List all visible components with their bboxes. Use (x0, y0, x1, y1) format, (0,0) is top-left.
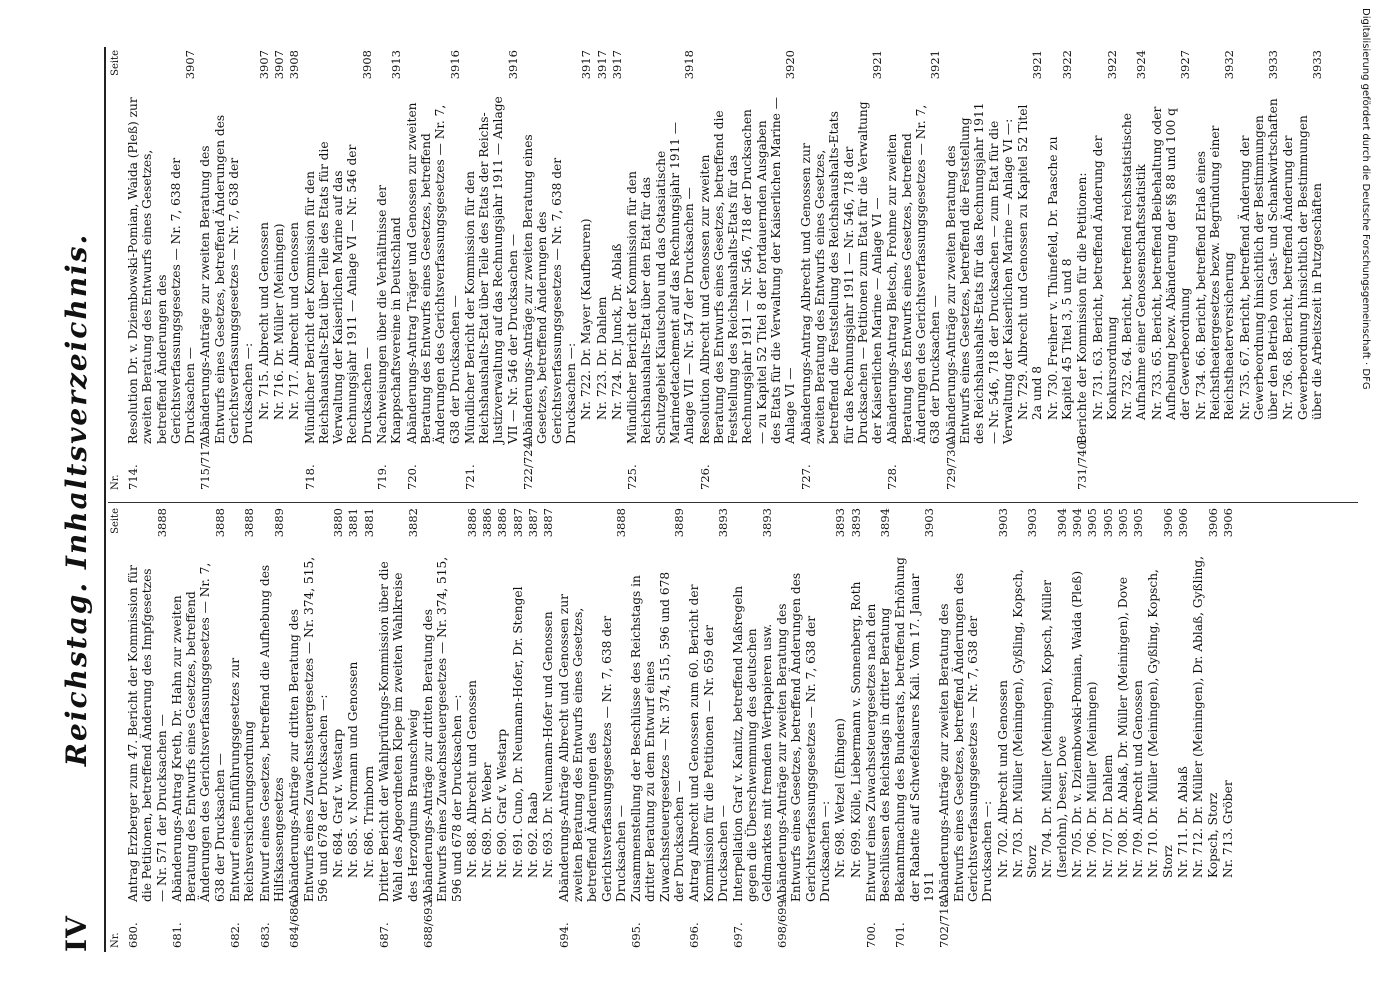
entry-page: 3888 (154, 508, 169, 538)
entry-number: 731/740. (1075, 438, 1090, 490)
index-entry (610, 50, 624, 490)
index-entry (698, 50, 798, 490)
index-entry (287, 50, 301, 490)
entry-page: 3886 (480, 508, 495, 538)
entry-page: 3906 (1205, 508, 1220, 538)
index-entry (1116, 508, 1130, 948)
index-entry (1101, 508, 1115, 948)
entry-page: 3922 (1104, 50, 1119, 80)
entry-page: 3887 (526, 508, 541, 538)
entry-page: 3918 (682, 50, 697, 80)
entry-number: 715/717. (198, 438, 213, 490)
entry-text: Resolution Dr. v. Dziembowski-Pomian, Waida (Pleß) zur zweiten Beratung des Entwurfs eines Gesetzes, betreffend Änderungen des Gerichtsverfassungsgesetzes — Nr. 7, 638 der Drucksachen — (126, 97, 198, 444)
entry-page: 3933 (1266, 50, 1281, 80)
index-entry (480, 508, 494, 948)
index-entry (996, 508, 1010, 948)
entry-page: 3886 (464, 508, 479, 538)
index-entry (346, 508, 360, 948)
entry-text: Entwurf eines Einführungsgesetzes zur Reichsversicherungsordnung (228, 657, 257, 902)
entry-page: 3903 (995, 508, 1010, 538)
entry-text: Nr. 692. Raab (526, 792, 541, 878)
entry-page: 3905 (1100, 508, 1115, 538)
index-entry (541, 508, 555, 948)
entry-number: 683. (257, 922, 272, 948)
nr-label: Nr. (110, 474, 121, 490)
index-entry (303, 50, 374, 490)
entry-text: Entwurf eines Zuwachssteuergesetzes nach den Beschlüssen des Reichstags in dritter Beratung (863, 603, 893, 902)
entry-page: 3927 (1178, 50, 1193, 80)
entry-text: Nr. 716. Dr. Müller (Meiningen) (271, 223, 286, 420)
entry-number: 698/699. (775, 896, 790, 948)
entry-number: 702/718. (937, 896, 952, 948)
entry-page: 3888 (613, 508, 628, 538)
entry-text: Nr. 685. v. Normann und Genossen (346, 661, 361, 878)
entry-text: Nr. 717. Albrecht und Genossen (287, 222, 302, 420)
entry-text: Interpellation Graf v. Kanitz, betreffend Maßregeln gegen die Überschwemmung des deutschen Geldmarktes mit fremden Wertpapieren usw. (731, 585, 774, 902)
index-entry (1016, 50, 1045, 490)
seite-label: Seite (110, 508, 121, 534)
entry-text: Nr. 708. Dr. Ablaß, Dr. Müller (Meiningen), Dove (1115, 576, 1130, 878)
entry-page: 3881 (361, 508, 376, 538)
seite-label: Seite (110, 50, 121, 76)
entry-page: 3904 (1054, 508, 1069, 538)
column-divider (108, 502, 1358, 503)
entry-text: Nr. 734. 66. Bericht, betreffend Erlaß eines Reichstheatergesetzes bezw. Begründung einer Reichstheaterversicherung (1193, 125, 1237, 420)
entry-text: Nr. 691. Cuno, Dr. Neumann-Hofer, Dr. Stengel (510, 586, 525, 878)
entry-text: Nr. 722. Dr. Mayer (Kaufbeuren) (579, 218, 594, 420)
index-entry (1011, 508, 1040, 948)
index-entry (1085, 508, 1099, 948)
page-header (54, 47, 100, 952)
entry-text: Bekanntmachung des Bundesrats, betreffend Erhöhung der Rabatte auf Schwefelsaures Kali. Vom 17. Januar 1911 (893, 557, 937, 902)
entry-page: 3916 (505, 50, 520, 80)
entry-text: Nr. 723. Dr. Dahlem (594, 296, 609, 420)
left-column-head (110, 508, 126, 948)
index-entry (1221, 508, 1235, 948)
entry-page: 3903 (922, 508, 937, 538)
entry-number: 725. (625, 464, 640, 490)
entry-page: 3893 (833, 508, 848, 538)
page-number: IV (60, 915, 93, 952)
index-entry (775, 508, 832, 948)
entry-page: 3905 (1085, 508, 1100, 538)
entry-page: 3907 (256, 50, 271, 80)
index-entry (521, 50, 578, 490)
index-entry (465, 508, 479, 948)
index-entry (377, 508, 420, 948)
index-entry (228, 508, 257, 948)
entry-page: 3905 (1131, 508, 1146, 538)
index-entry (258, 508, 287, 948)
index-entry (463, 50, 520, 490)
index-entry (731, 508, 774, 948)
entry-number: 718. (302, 464, 317, 490)
entry-page: 3887 (541, 508, 556, 538)
index-entry (1040, 508, 1069, 948)
index-entry (257, 50, 271, 490)
entry-page: 3932 (1222, 50, 1237, 80)
entry-text: Nr. 689. Dr. Weber (480, 762, 495, 878)
entry-text: Nr. 699. Kölle, Liebermann v. Sonnenberg, Roth (848, 581, 863, 878)
entry-text: Nr. 690. Graf v. Westarp (495, 728, 510, 878)
index-entry (1120, 50, 1149, 490)
entry-number: 695. (629, 922, 644, 948)
entry-page: 3922 (1060, 50, 1074, 80)
entry-page: 3917 (609, 50, 624, 80)
index-entry (1281, 50, 1324, 490)
entry-text: Abänderungs-Anträge zur zweiten Beratung des Entwurfs eines Gesetzes, betreffend die Feststellung des Reichshaushalts-Etats für das Rechnungsjahr 1911 — Nr. 546, 718 der Drucksachen — zum Etat für die Verwaltung der Kaiserlichen Marine — Anlage VI —: (943, 102, 1015, 444)
entry-text: Mündlicher Bericht der Kommission für den Reichshaushalts-Etat über Teile des Etats für die Verwaltung der Kaiserlichen Marine auf das Rechnungsjahr 1911 — Anlage VI — Nr. 546 der Drucksachen — (302, 141, 374, 444)
entry-page: 3924 (1134, 50, 1149, 80)
entry-text: Abänderungs-Anträge zur dritten Beratung des Entwurfs eines Zuwachssteuergesetzes — Nr. 374, 515, 596 und 678 der Drucksachen —: (287, 556, 330, 902)
index-entry (687, 508, 730, 948)
entry-text: Nr. 736. 68. Bericht, betreffend Änderung der Gewerbeordnung hinsichtlich der Bestimmungen über die Arbeitszeit in Putzgeschäften (1281, 115, 1325, 420)
entry-number: 681. (169, 922, 184, 948)
index-entry (1176, 508, 1190, 948)
index-entry (126, 508, 169, 948)
index-entry (198, 50, 255, 490)
entry-page: 3905 (1115, 508, 1130, 538)
index-entry (1046, 50, 1075, 490)
entry-page: 3893 (848, 508, 863, 538)
entry-text: Abänderungs-Anträge zur zweiten Beratung eines Gesetzes, betreffend Änderungen des Gerichtsverfassungsgesetzes — Nr. 7, 638 der Drucksachen —: (521, 134, 578, 444)
entry-page: 3904 (1070, 508, 1084, 538)
entry-text: Nr. 735. 67. Bericht, betreffend Änderung der Gewerbeordnung hinsichtlich der Bestimmungen über den Betrieb von Gast- und Schankwirtschaften (1237, 98, 1281, 420)
entry-text: Abänderungs-Antrag Bietsch, Frohme zur zweiten Beratung des Entwurfs eines Gesetzes, betreffend Änderungen des Gerichtsverfassungsgesetzes — Nr. 7, 638 der Drucksachen — (885, 104, 943, 444)
entry-text: Nr. 702. Albrecht und Genossen (995, 680, 1010, 878)
entry-page: 3921 (928, 50, 943, 80)
entry-number: 726. (697, 464, 712, 490)
index-entry (885, 50, 942, 490)
index-entry (893, 508, 936, 948)
index-entry (629, 508, 686, 948)
entry-page: 3906 (1220, 508, 1235, 538)
entry-text: Nr. 698. Wetzel (Ehingen) (833, 718, 848, 878)
entry-text: Nachweisungen über die Verhältnisse der Knappschaftsvereine in Deutschland (375, 184, 404, 444)
nr-label: Nr. (110, 932, 121, 948)
entry-text: Nr. 711. Dr. Ablaß (1176, 766, 1191, 878)
entry-text: Nr. 686. Trimborn (361, 765, 376, 878)
index-entry (126, 50, 197, 490)
entry-text: Abänderungs-Anträge Albrecht und Genossen zur zweiten Beratung des Entwurfs eines Gesetzes, betreffend Änderungen des Gerichtsverfassungsgesetzes — Nr. 7, 638 der Drucksachen — (556, 594, 628, 902)
index-entry (1150, 50, 1193, 490)
entry-page: 3888 (242, 508, 257, 538)
entry-text: Nr. 703. Dr. Müller (Meiningen), Gyßling, Kopsch, Storz (1010, 569, 1040, 878)
entry-text: Abänderungs-Antrag Kreth, Dr. Hahn zur zweiten Beratung des Entwurfs eines Gesetzes, betreffend Änderungen des Gerichtsverfassungsgesetzes — Nr. 7, 638 der Drucksachen — (169, 562, 227, 902)
entry-page: 3916 (447, 50, 462, 80)
right-entry-list (126, 50, 1324, 490)
entry-number: 727. (798, 464, 813, 490)
entry-number: 697. (731, 922, 746, 948)
entry-page: 3920 (783, 50, 798, 80)
entry-page: 3907 (183, 50, 198, 80)
entry-page: 3888 (212, 508, 227, 538)
entry-text: Berichte der Kommission für die Petitionen: (1075, 172, 1090, 444)
header-rule (104, 47, 106, 952)
entry-text: Nr. 684. Graf v. Westarp (331, 728, 346, 878)
entry-number: 700. (863, 922, 878, 948)
index-entry (421, 508, 464, 948)
entry-page: 3917 (579, 50, 594, 80)
entry-text: Nr. 706. Dr. Müller (Meiningen) (1085, 681, 1100, 878)
entry-number: 721. (462, 464, 477, 490)
entry-number: 687. (377, 922, 392, 948)
index-entry (799, 50, 885, 490)
index-entry (170, 508, 227, 948)
entry-number: 688/693. (420, 896, 435, 948)
entry-text: Nr. 732. 64. Bericht, betreffend reichsstatistische Aufnahme einer Genossenschaftsstatistik (1120, 113, 1149, 420)
entry-page: 3889 (671, 508, 686, 538)
index-entry (1091, 50, 1120, 490)
entry-text: Entwurf eines Gesetzes, betreffend die Aufhebung des Hilfskassengesetzes (257, 564, 286, 902)
index-entry (849, 508, 863, 948)
entry-page: 3917 (594, 50, 609, 80)
entry-text: Resolution Albrecht und Genossen zur zweiten Beratung des Entwurfs eines Gesetzes, betreffend die Feststellung des Reichshaushalts-Etats für das Rechnungsjahr 1911 — Nr. 546, 718 der Drucksachen — zu Kapitel 52 Titel 8 der fortdauernden Ausgaben des Etats für die Verwaltung der Kaiserlichen Marine — Anlage VI — (697, 97, 798, 444)
index-entry (833, 508, 847, 948)
right-column-head (110, 50, 126, 490)
index-entry (625, 50, 696, 490)
index-entry (1191, 508, 1220, 948)
index-entry (331, 508, 345, 948)
right-column (110, 50, 1360, 490)
entry-text: Nr. 712. Dr. Müller (Meiningen), Dr. Ablaß, Gyßling, Kopsch, Storz (1191, 555, 1220, 878)
entry-number: 696. (687, 922, 702, 948)
entry-number: 729/730. (943, 438, 958, 490)
entry-text: Nr. 729. Albrecht und Genossen zu Kapitel 52 Titel 2a und 8 (1016, 104, 1045, 420)
entry-text: Nr. 733. 65. Bericht, betreffend Beibehaltung oder Aufhebung bezw. Abänderung der §§ 88 und 100 q der Gewerbeordnung (1149, 106, 1193, 420)
page-title: Reichstag. Inhaltsverzeichnis. (60, 232, 93, 767)
entry-text: Nr. 730. Freiherr v. Thünefeld, Dr. Paasche zu Kapitel 45 Titel 3, 5 und 8 (1045, 136, 1074, 420)
index-entry (944, 50, 1015, 490)
entry-text: Abänderungs-Anträge zur zweiten Beratung des Entwurfs eines Gesetzes, betreffend Änderungen des Gerichtsverfassungsgesetzes — Nr. 7, 638 der Drucksachen —: (198, 114, 256, 444)
index-entry (1131, 508, 1145, 948)
entry-page: 3893 (759, 508, 774, 538)
entry-text: Zusammenstellung der Beschlüsse des Reichstags in dritter Beratung zu dem Entwurf eines Zuwachssteuergesetzes — Nr. 374, 515, 596 und 678 der Drucksachen — (629, 571, 686, 902)
entry-page: 3908 (287, 50, 302, 80)
entry-page: 3906 (1160, 508, 1175, 538)
entry-page: 3889 (271, 508, 286, 538)
entry-text: Nr. 705. Dr. v. Dziembowski-Pomian, Waida (Pleß) (1070, 570, 1084, 878)
entry-page: 3893 (715, 508, 730, 538)
index-entry (362, 508, 376, 948)
entry-page: 3903 (1025, 508, 1040, 538)
entry-text: Nr. 704. Dr. Müller (Meiningen), Kopsch, Müller (Iserlohn), Deser, Dove (1040, 579, 1069, 878)
entry-text: Nr. 707. Dr. Dahlem (1100, 754, 1115, 878)
index-entry (595, 50, 609, 490)
entry-page: 3887 (510, 508, 525, 538)
entry-page: 3886 (495, 508, 510, 538)
entry-number: 694. (556, 922, 571, 948)
entry-text: Nr. 710. Dr. Müller (Meiningen), Gyßling, Kopsch, Storz (1146, 569, 1175, 878)
digitization-note-text: Digitalisierung gefördert durch die Deutsche Forschungsgemeinschaft · DFG (1360, 8, 1371, 390)
entry-number: 714. (126, 464, 140, 490)
index-entry (405, 50, 462, 490)
entry-page: 3906 (1176, 508, 1191, 538)
index-entry (864, 508, 893, 948)
entry-number: 701. (893, 922, 908, 948)
entry-page: 3880 (331, 508, 346, 538)
entry-number: 680. (126, 922, 140, 948)
index-entry (557, 508, 628, 948)
entry-page: 3913 (389, 50, 404, 80)
entry-text: Nr. 724. Dr. Junck, Dr. Ablaß (609, 243, 624, 420)
entry-page: 3933 (1310, 50, 1325, 80)
left-column (110, 508, 1360, 948)
entry-page: 3882 (405, 508, 420, 538)
entry-text: Antrag Albrecht und Genossen zum 60. Bericht der Kommission für die Petitionen — Nr. 659 der Drucksachen — (687, 584, 730, 902)
entry-number: 682. (228, 922, 243, 948)
entry-text: Abänderungs-Antrag Träger und Genossen zur zweiten Beratung des Entwurfs eines Gesetzes, betreffend Änderungen des Gerichtsverfassungsgesetzes — Nr. 7, 638 der Drucksachen — (404, 102, 462, 444)
index-entry (1194, 50, 1237, 490)
index-entry (287, 508, 330, 948)
entry-text: Nr. 715. Albrecht und Genossen (256, 222, 271, 420)
entry-text: Nr. 688. Albrecht und Genossen (464, 680, 479, 878)
digitization-note (1357, 8, 1381, 390)
entry-page: 3921 (870, 50, 885, 80)
entry-page: 3921 (1030, 50, 1045, 80)
entry-number: 719. (375, 464, 390, 490)
entry-page: 3907 (271, 50, 286, 80)
entry-page: 3894 (878, 508, 893, 538)
entry-text: Nr. 709. Albrecht und Genossen (1131, 680, 1146, 878)
left-entry-list (126, 508, 1235, 948)
entry-text: Antrag Erzberger zum 47. Bericht der Kommission für die Petitionen, betreffend Änderung des Impfgesetzes — Nr. 571 der Drucksachen — (126, 565, 169, 902)
index-entry (375, 50, 404, 490)
index-entry (1146, 508, 1175, 948)
index-entry (579, 50, 593, 490)
entry-text: Dritter Bericht der Wahlprüfungs-Kommission über die Wahl des Abgeordneten Klepe im zweiten Wahlkreise des Herzogtums Braunschweig (377, 561, 420, 902)
entry-text: Nr. 713. Gröber (1220, 780, 1235, 878)
entry-text: Nr. 731. 63. Bericht, betreffend Änderung der Konkursordnung (1090, 135, 1119, 420)
entry-text: Abänderungs-Antrag Albrecht und Genossen zur zweiten Beratung des Entwurfs eines Gesetzes, betreffend die Feststellung des Reichshaushalts-Etats für das Rechnungsjahr 1911 — Nr. 546, 718 der Drucksachen — Petitionen zum Etat für die Verwaltung der Kaiserlichen Marine — Anlage VI — (798, 101, 885, 444)
entry-text: Abänderungs-Anträge zur zweiten Beratung des Entwurfs eines Gesetzes, betreffend Änderungen des Gerichtsverfassungsgesetzes — Nr. 7, 638 der Drucksachen —: (775, 572, 832, 902)
index-entry (495, 508, 509, 948)
entry-page: 3881 (346, 508, 361, 538)
entry-number: 722/724. (521, 438, 536, 490)
index-entry (937, 508, 994, 948)
index-entry (1075, 50, 1089, 490)
entry-text: Abänderungs-Anträge zur zweiten Beratung des Entwurfs eines Gesetzes, betreffend Änderungen des Gerichtsverfassungsgesetzes — Nr. 7, 638 der Drucksachen —: (937, 572, 995, 902)
entry-page: 3908 (359, 50, 374, 80)
entry-text: Mündlicher Bericht der Kommission für den Reichshaushalts-Etat über den Etat für das Schutzgebiet Kiautschou und das Ostasiatische Marinedetachement auf das Rechnungsjahr 1911 — Anlage VII — Nr. 547 der Drucksachen — (625, 121, 697, 444)
entry-text: Mündlicher Bericht der Kommission für den Reichshaushalts-Etat über Teile des Etats der Reichs-Justizverwaltung auf das Rechnungsjahr 1911 — Anlage VII — Nr. 546 der Drucksachen — (462, 96, 520, 444)
index-entry (1070, 508, 1084, 948)
index-entry (272, 50, 286, 490)
entry-number: 728. (885, 464, 900, 490)
entry-number: 684/686. (287, 896, 302, 948)
entry-text: Abänderungs-Anträge zur dritten Beratung des Entwurfs eines Zuwachssteuergesetzes — Nr. 374, 515, 596 und 678 der Drucksachen —: (420, 556, 464, 902)
index-entry (1238, 50, 1281, 490)
entry-number: 720. (404, 464, 419, 490)
entry-text: Nr. 693. Dr. Neumann-Hofer und Genossen (541, 611, 556, 878)
index-entry (526, 508, 540, 948)
index-entry (511, 508, 525, 948)
